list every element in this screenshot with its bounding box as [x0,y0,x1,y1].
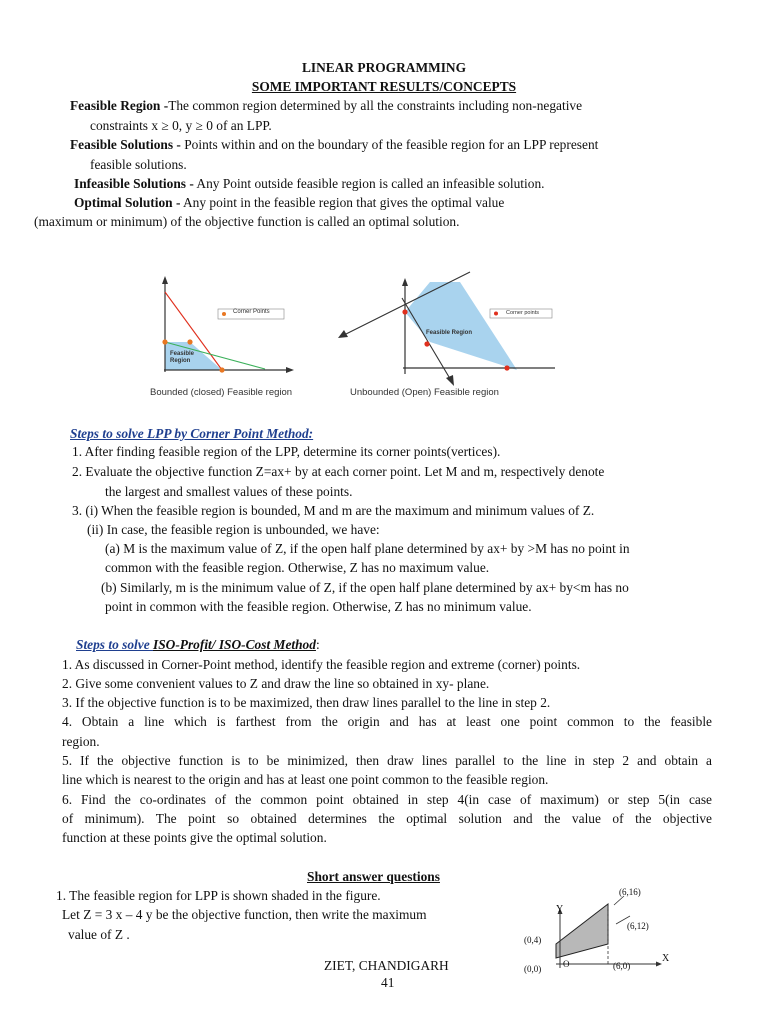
def-optimal-solution-cont: (maximum or minimum) of the objective function is called an optimal solution. [34,214,460,229]
corner-step-3-a: (a) M is the maximum value of Z, if the open half plane determined by ax+ by >M has no point in [105,541,630,556]
term-optimal: Optimal Solution - [74,195,181,210]
q1-y-label: Y [556,904,564,915]
iso-title-prefix: Steps to solve [76,637,153,652]
question-1: 1. The feasible region for LPP is shown shaded in the figure. [56,888,381,903]
text-infeasible: Any Point outside feasible region is called an infeasible solution. [193,176,545,191]
question-1-cont2: value of Z . [68,927,130,942]
term-feasible-solutions: Feasible Solutions - [70,137,181,152]
def-optimal-solution [74,195,504,211]
short-answer-title: Short answer questions [307,869,440,884]
left-corner-point [219,367,224,372]
corner-step-3: 3. (i) When the feasible region is bounded, M and m are the maximum and minimum values of Z. [72,503,595,518]
left-x-arrow-icon [286,367,294,373]
iso-title-main: ISO-Profit/ ISO-Cost Method [153,637,316,652]
right-figure-caption: Unbounded (Open) Feasible region [350,387,499,398]
right-legend-label: Corner points [506,310,540,316]
left-region-label: Feasible Region [170,351,195,364]
right-corner-point [504,365,509,370]
page-title: LINEAR PROGRAMMING [301,60,467,75]
iso-step-1: 1. As discussed in Corner-Point method, identify the feasible region and extreme (corner) points. [62,657,581,672]
left-figure-caption: Bounded (closed) Feasible region [150,387,293,398]
unbounded-region-graph [338,272,560,386]
corner-step-2: 2. Evaluate the objective function Z=ax+ by at each corner point. Let M and m, respectively denote [72,464,605,479]
iso-step-6-cont: of minimum). The point so obtained determines the optimal solution and the value of the objective [62,811,712,826]
right-arrow-icon [446,375,454,386]
unbounded-feasible-area [405,282,517,370]
right-corner-point [402,309,407,314]
q1-pointer-line [614,896,624,905]
iso-step-5: 5. If the objective function is to be minimized, then draw lines parallel to the line in step 2 and obtain a [62,753,712,768]
right-region-label: Feasible Region [426,330,473,336]
q1-point-6-0: (6,0) [613,961,631,971]
term-feasible-region: Feasible Region - [70,98,169,113]
text-feasible-solutions: Points within and on the boundary of the feasible region for an LPP represent [180,137,599,152]
q1-origin-label: O [563,959,570,969]
corner-step-3-b: (b) Similarly, m is the minimum value of Z, if the open half plane determined by ax+ by<m has no [101,580,629,595]
q1-x-label: X [662,953,670,964]
iso-step-6-cont2: function at these points give the optimal solution. [62,830,327,845]
page-subtitle: SOME IMPORTANT RESULTS/CONCEPTS [251,79,517,94]
left-corner-point [162,339,167,344]
q1-point-0-0: (0,0) [524,964,542,974]
iso-step-6: 6. Find the co-ordinates of the common point obtained in step 4(in case of maximum) or step 5(in case [62,792,712,807]
corner-step-2-cont: the largest and smallest values of these points. [105,484,353,499]
def-feasible-solutions [70,137,598,153]
iso-method-title [76,637,320,653]
corner-step-3-a-cont: common with the feasible region. Otherwise, Z has no maximum value. [105,560,490,575]
iso-step-5-cont: line which is nearest to the origin and has at least one point common to the feasible region. [62,772,549,787]
page-number: 41 [381,975,395,990]
right-corner-point [424,341,429,346]
left-legend-label: Corner Points [233,309,270,315]
feasible-region-figure [140,262,560,402]
q1-point-0-4: (0,4) [524,935,542,945]
question-1-figure [520,886,680,982]
iso-step-4-cont: region. [62,734,100,749]
left-corner-point [187,339,192,344]
q1-point-6-12: (6,12) [627,921,649,931]
corner-step-3-b-cont: point in common with the feasible region. Otherwise, Z has no minimum value. [105,599,532,614]
iso-title-suffix: : [315,637,320,652]
question-1-cont: Let Z = 3 x – 4 y be the objective function, then write the maximum [62,907,427,922]
footer-org: ZIET, CHANDIGARH [324,958,449,973]
left-legend-dot-icon [222,312,226,316]
corner-step-3-ii: (ii) In case, the feasible region is unbounded, we have: [87,522,380,537]
q1-feasible-area [556,904,608,958]
def-infeasible-solutions [74,176,545,192]
corner-method-title: Steps to solve LPP by Corner Point Method: [70,426,314,441]
corner-step-1: 1. After finding feasible region of the LPP, determine its corner points(vertices). [72,444,501,459]
left-y-arrow-icon [162,276,168,284]
iso-step-2: 2. Give some convenient values to Z and draw the line so obtained in xy- plane. [62,676,490,691]
right-y-arrow-icon [402,278,408,286]
text-optimal: Any point in the feasible region that gives the optimal value [180,195,505,210]
term-infeasible: Infeasible Solutions - [74,176,194,191]
iso-step-3: 3. If the objective function is to be maximized, then draw lines parallel to the line in step 2. [62,695,551,710]
def-feasible-region [70,98,582,114]
def-feasible-region-cont: constraints x ≥ 0, y ≥ 0 of an LPP. [90,118,272,133]
def-feasible-solutions-cont: feasible solutions. [90,157,187,172]
text-feasible-region: The common region determined by all the constraints including non-negative [168,98,583,113]
iso-step-4: 4. Obtain a line which is farthest from the origin and has at least one point common to the feasible [62,714,712,729]
right-legend-dot-icon [494,312,498,316]
q1-point-6-16: (6,16) [619,887,641,897]
